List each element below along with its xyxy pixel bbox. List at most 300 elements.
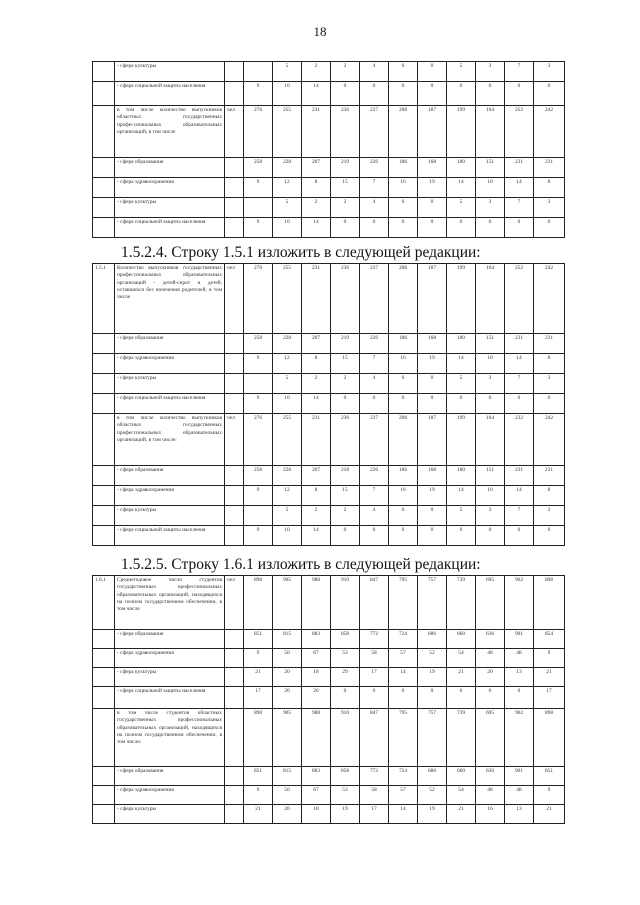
value-cell: 164: [476, 264, 505, 334]
value-cell: 0: [447, 82, 476, 106]
value-cell: [244, 198, 273, 218]
table-row: [93, 805, 565, 824]
value-cell: 5: [447, 62, 476, 82]
value-cell: 18: [302, 668, 331, 687]
value-cell: 208: [389, 264, 418, 334]
value-cell: 21: [244, 805, 273, 824]
value-cell: 988: [302, 576, 331, 630]
value-cell: 19: [418, 668, 447, 687]
value-cell: 9: [534, 786, 565, 805]
row-label: Количество выпускников государственных профессиональных образовательных организаций - детей-сирот и детей, оставшихся без попечения родителей, в том числе: [115, 264, 225, 334]
value-cell: 231: [534, 158, 565, 178]
value-cell: 14: [447, 486, 476, 506]
value-cell: 4: [360, 374, 389, 394]
value-cell: 258: [244, 334, 273, 354]
value-cell: 7: [360, 178, 389, 198]
table-row-1-6-1: [92, 575, 565, 824]
row-code: [93, 354, 115, 374]
page-number: 18: [313, 24, 327, 39]
value-cell: 9: [244, 786, 273, 805]
table-row: [93, 668, 565, 687]
row-unit: [225, 486, 244, 506]
value-cell: 15: [331, 486, 360, 506]
table-row: [93, 506, 565, 526]
value-cell: 168: [418, 158, 447, 178]
value-cell: 7: [505, 506, 534, 526]
row-code: [93, 178, 115, 198]
row-code: [93, 649, 115, 668]
value-cell: 0: [418, 687, 447, 709]
value-cell: 14: [447, 178, 476, 198]
value-cell: 7: [505, 62, 534, 82]
table-row: [93, 486, 565, 506]
row-label: - сфера здравоохранения: [115, 649, 225, 668]
value-cell: 772: [360, 767, 389, 786]
value-cell: 151: [476, 158, 505, 178]
value-cell: 0: [331, 82, 360, 106]
value-cell: 164: [476, 106, 505, 158]
value-cell: 226: [360, 466, 389, 486]
value-cell: 9: [534, 649, 565, 668]
value-cell: 231: [534, 334, 565, 354]
value-cell: 12: [273, 178, 302, 198]
value-cell: 0: [447, 218, 476, 238]
value-cell: 236: [331, 414, 360, 466]
value-cell: 795: [389, 576, 418, 630]
value-cell: 815: [273, 630, 302, 649]
row-unit: [225, 649, 244, 668]
value-cell: 14: [302, 394, 331, 414]
value-cell: 10: [273, 394, 302, 414]
value-cell: 905: [273, 709, 302, 767]
row-code: [93, 668, 115, 687]
value-cell: 847: [360, 709, 389, 767]
value-cell: 10: [273, 82, 302, 106]
row-unit: [225, 709, 244, 767]
row-code: [93, 394, 115, 414]
value-cell: 228: [273, 466, 302, 486]
table-row: [93, 649, 565, 668]
value-cell: 18: [302, 805, 331, 824]
value-cell: 8: [534, 486, 565, 506]
row-unit: [225, 506, 244, 526]
value-cell: 0: [331, 526, 360, 546]
row-label: - сфера здравоохранения: [115, 178, 225, 198]
value-cell: 3: [476, 374, 505, 394]
table-row: [93, 354, 565, 374]
value-cell: 207: [302, 466, 331, 486]
value-cell: 9: [244, 649, 273, 668]
value-cell: 739: [447, 576, 476, 630]
value-cell: 854: [534, 630, 565, 649]
value-cell: 0: [476, 687, 505, 709]
table-continuation: [92, 61, 565, 238]
value-cell: 48: [505, 649, 534, 668]
row-unit: [225, 374, 244, 394]
row-unit: [225, 526, 244, 546]
value-cell: 258: [244, 158, 273, 178]
value-cell: 910: [331, 576, 360, 630]
row-unit: чел: [225, 106, 244, 158]
value-cell: 14: [447, 354, 476, 374]
value-cell: 0: [476, 526, 505, 546]
value-cell: 199: [447, 106, 476, 158]
value-cell: 16: [389, 354, 418, 374]
value-cell: 6: [389, 506, 418, 526]
row-code: 1.5.1: [93, 264, 115, 334]
value-cell: 16: [389, 486, 418, 506]
value-cell: 0: [418, 526, 447, 546]
value-cell: 57: [389, 786, 418, 805]
row-unit: [225, 668, 244, 687]
value-cell: 52: [418, 649, 447, 668]
value-cell: 5: [447, 198, 476, 218]
value-cell: 276: [244, 414, 273, 466]
value-cell: 851: [244, 630, 273, 649]
value-cell: 0: [389, 82, 418, 106]
row-label: - сфера социальной защиты населения: [115, 526, 225, 546]
table-row: [93, 394, 565, 414]
value-cell: 15: [331, 178, 360, 198]
value-cell: 757: [418, 576, 447, 630]
row-unit: [225, 178, 244, 198]
value-cell: 276: [244, 106, 273, 158]
row-code: [93, 62, 115, 82]
value-cell: 16: [476, 805, 505, 824]
value-cell: 5: [447, 374, 476, 394]
value-cell: 3: [476, 506, 505, 526]
value-cell: 20: [273, 687, 302, 709]
value-cell: 208: [389, 414, 418, 466]
value-cell: 9: [244, 394, 273, 414]
value-cell: 0: [331, 394, 360, 414]
row-unit: чел: [225, 576, 244, 630]
value-cell: 695: [476, 576, 505, 630]
value-cell: 5: [273, 374, 302, 394]
value-cell: 3: [534, 374, 565, 394]
row-label: в том числе количество выпускников областных государственных профессиональных образовательных организаций, в том числе: [115, 106, 225, 158]
value-cell: 4: [360, 198, 389, 218]
value-cell: 187: [418, 414, 447, 466]
value-cell: 795: [389, 709, 418, 767]
value-cell: 242: [534, 414, 565, 466]
value-cell: 48: [476, 786, 505, 805]
table-row: [93, 414, 565, 466]
value-cell: 29: [331, 668, 360, 687]
value-cell: 2: [302, 374, 331, 394]
value-cell: 231: [534, 466, 565, 486]
value-cell: [244, 62, 273, 82]
value-cell: 21: [244, 668, 273, 687]
value-cell: 255: [273, 106, 302, 158]
table-row: [93, 786, 565, 805]
value-cell: 9: [244, 486, 273, 506]
row-label: - сфера здравоохранения: [115, 486, 225, 506]
value-cell: 0: [476, 82, 505, 106]
value-cell: 10: [273, 218, 302, 238]
value-cell: 48: [505, 786, 534, 805]
value-cell: 686: [418, 767, 447, 786]
row-code: [93, 526, 115, 546]
value-cell: 5: [273, 506, 302, 526]
value-cell: 8: [534, 354, 565, 374]
value-cell: 237: [360, 106, 389, 158]
value-cell: 168: [418, 334, 447, 354]
value-cell: 151: [476, 334, 505, 354]
value-cell: 962: [505, 576, 534, 630]
value-cell: 252: [505, 264, 534, 334]
table-row: [93, 767, 565, 786]
value-cell: 0: [534, 82, 565, 106]
row-unit: [225, 218, 244, 238]
value-cell: 14: [505, 486, 534, 506]
value-cell: 3: [476, 62, 505, 82]
row-unit: [225, 466, 244, 486]
value-cell: 10: [476, 486, 505, 506]
value-cell: 10: [476, 178, 505, 198]
value-cell: 180: [447, 158, 476, 178]
value-cell: 14: [302, 82, 331, 106]
row-label: - сфера здравоохранения: [115, 354, 225, 374]
value-cell: 15: [331, 354, 360, 374]
value-cell: 255: [273, 264, 302, 334]
value-cell: 5: [273, 62, 302, 82]
value-cell: 851: [244, 767, 273, 786]
value-cell: 21: [447, 805, 476, 824]
value-cell: 898: [534, 709, 565, 767]
value-cell: 0: [476, 218, 505, 238]
value-cell: 883: [302, 630, 331, 649]
value-cell: 901: [505, 767, 534, 786]
value-cell: 52: [418, 786, 447, 805]
value-cell: 636: [476, 630, 505, 649]
value-cell: 231: [505, 334, 534, 354]
value-cell: 54: [447, 786, 476, 805]
table-row: [93, 687, 565, 709]
value-cell: 9: [244, 82, 273, 106]
value-cell: 14: [302, 526, 331, 546]
value-cell: 9: [244, 526, 273, 546]
row-unit: [225, 805, 244, 824]
value-cell: 14: [389, 668, 418, 687]
row-code: [93, 630, 115, 649]
row-label: - сфера социальной защиты населения: [115, 218, 225, 238]
value-cell: 17: [534, 687, 565, 709]
row-label: - сфера образования: [115, 466, 225, 486]
value-cell: 858: [331, 630, 360, 649]
value-cell: 58: [360, 786, 389, 805]
value-cell: 6: [389, 374, 418, 394]
value-cell: 186: [389, 466, 418, 486]
value-cell: 757: [418, 709, 447, 767]
table-row: [93, 158, 565, 178]
value-cell: 7: [505, 374, 534, 394]
row-label: - сфера культуры: [115, 506, 225, 526]
value-cell: 20: [273, 805, 302, 824]
row-unit: [225, 62, 244, 82]
row-code: [93, 767, 115, 786]
table-row: [93, 198, 565, 218]
table-row: [93, 466, 565, 486]
value-cell: 218: [331, 466, 360, 486]
row-label: - сфера культуры: [115, 374, 225, 394]
value-cell: 636: [476, 767, 505, 786]
row-label: - сфера образования: [115, 334, 225, 354]
row-label: - сфера культуры: [115, 805, 225, 824]
row-code: [93, 414, 115, 466]
value-cell: 883: [302, 767, 331, 786]
row-label: - сфера здравоохранения: [115, 786, 225, 805]
value-cell: 8: [534, 178, 565, 198]
row-unit: [225, 158, 244, 178]
value-cell: 8: [302, 354, 331, 374]
value-cell: 207: [302, 334, 331, 354]
value-cell: 21: [534, 668, 565, 687]
value-cell: 0: [418, 506, 447, 526]
value-cell: 0: [534, 394, 565, 414]
heading-1-5-2-5: 1.5.2.5. Строку 1.6.1 изложить в следующей редакции:: [121, 556, 481, 573]
value-cell: [244, 374, 273, 394]
value-cell: 0: [389, 218, 418, 238]
value-cell: 4: [360, 506, 389, 526]
value-cell: 17: [244, 687, 273, 709]
value-cell: 0: [418, 82, 447, 106]
row-code: [93, 506, 115, 526]
row-unit: [225, 630, 244, 649]
value-cell: 0: [360, 526, 389, 546]
value-cell: 905: [273, 576, 302, 630]
value-cell: 6: [389, 62, 418, 82]
value-cell: 0: [447, 526, 476, 546]
row-unit: чел: [225, 414, 244, 466]
value-cell: 231: [505, 466, 534, 486]
value-cell: 858: [331, 767, 360, 786]
row-label: в том числе количество выпускников областных государственных профессиональных образовательных организаций, в том числе:: [115, 414, 225, 466]
value-cell: 10: [273, 526, 302, 546]
value-cell: 962: [505, 709, 534, 767]
value-cell: 231: [302, 414, 331, 466]
value-cell: 0: [534, 526, 565, 546]
value-cell: 6: [389, 198, 418, 218]
value-cell: 14: [389, 805, 418, 824]
value-cell: 255: [273, 414, 302, 466]
row-code: [93, 805, 115, 824]
value-cell: 151: [476, 466, 505, 486]
row-unit: [225, 334, 244, 354]
row-unit: [225, 82, 244, 106]
value-cell: 0: [389, 526, 418, 546]
row-code: [93, 374, 115, 394]
value-cell: 0: [476, 394, 505, 414]
value-cell: 0: [447, 394, 476, 414]
value-cell: 13: [505, 805, 534, 824]
value-cell: 0: [505, 82, 534, 106]
value-cell: 228: [273, 334, 302, 354]
value-cell: 9: [244, 178, 273, 198]
value-cell: 219: [331, 334, 360, 354]
value-cell: 5: [273, 198, 302, 218]
value-cell: [244, 506, 273, 526]
value-cell: 0: [534, 218, 565, 238]
row-unit: [225, 394, 244, 414]
value-cell: 724: [389, 630, 418, 649]
table-row: [93, 334, 565, 354]
table-row: [93, 264, 565, 334]
value-cell: 2: [331, 62, 360, 82]
value-cell: 8: [302, 178, 331, 198]
value-cell: 17: [360, 805, 389, 824]
value-cell: 53: [331, 649, 360, 668]
row-unit: [225, 687, 244, 709]
value-cell: 739: [447, 709, 476, 767]
table-row: [93, 709, 565, 767]
value-cell: 660: [447, 767, 476, 786]
row-code: [93, 106, 115, 158]
value-cell: 910: [331, 709, 360, 767]
table-row: [93, 106, 565, 158]
value-cell: 7: [360, 486, 389, 506]
value-cell: 5: [447, 506, 476, 526]
value-cell: 898: [244, 709, 273, 767]
value-cell: 219: [331, 158, 360, 178]
value-cell: 0: [360, 394, 389, 414]
value-cell: 8: [302, 486, 331, 506]
row-label: - сфера образования: [115, 767, 225, 786]
value-cell: 186: [389, 158, 418, 178]
value-cell: 0: [447, 687, 476, 709]
value-cell: 67: [302, 786, 331, 805]
row-label: - сфера социальной защиты населения: [115, 394, 225, 414]
table-row: [93, 374, 565, 394]
value-cell: 0: [331, 218, 360, 238]
value-cell: 3: [534, 198, 565, 218]
value-cell: 231: [505, 158, 534, 178]
value-cell: 2: [331, 374, 360, 394]
value-cell: 276: [244, 264, 273, 334]
value-cell: 0: [418, 218, 447, 238]
value-cell: 16: [389, 178, 418, 198]
value-cell: 258: [244, 466, 273, 486]
value-cell: 7: [505, 198, 534, 218]
value-cell: 2: [331, 198, 360, 218]
value-cell: 0: [505, 218, 534, 238]
value-cell: 237: [360, 264, 389, 334]
value-cell: 2: [302, 506, 331, 526]
value-cell: 4: [360, 62, 389, 82]
value-cell: 847: [360, 576, 389, 630]
value-cell: 187: [418, 264, 447, 334]
value-cell: 815: [273, 767, 302, 786]
table-row: [93, 630, 565, 649]
value-cell: 0: [331, 687, 360, 709]
value-cell: 19: [331, 805, 360, 824]
row-label: - сфера культуры: [115, 62, 225, 82]
value-cell: 19: [418, 354, 447, 374]
value-cell: 187: [418, 106, 447, 158]
row-code: [93, 158, 115, 178]
value-cell: 695: [476, 709, 505, 767]
value-cell: 207: [302, 158, 331, 178]
row-code: [93, 218, 115, 238]
value-cell: 3: [534, 506, 565, 526]
value-cell: 2: [302, 62, 331, 82]
row-label: - сфера культуры: [115, 198, 225, 218]
value-cell: 10: [476, 354, 505, 374]
row-code: [93, 709, 115, 767]
value-cell: 3: [534, 62, 565, 82]
value-cell: 20: [273, 668, 302, 687]
value-cell: 0: [418, 394, 447, 414]
